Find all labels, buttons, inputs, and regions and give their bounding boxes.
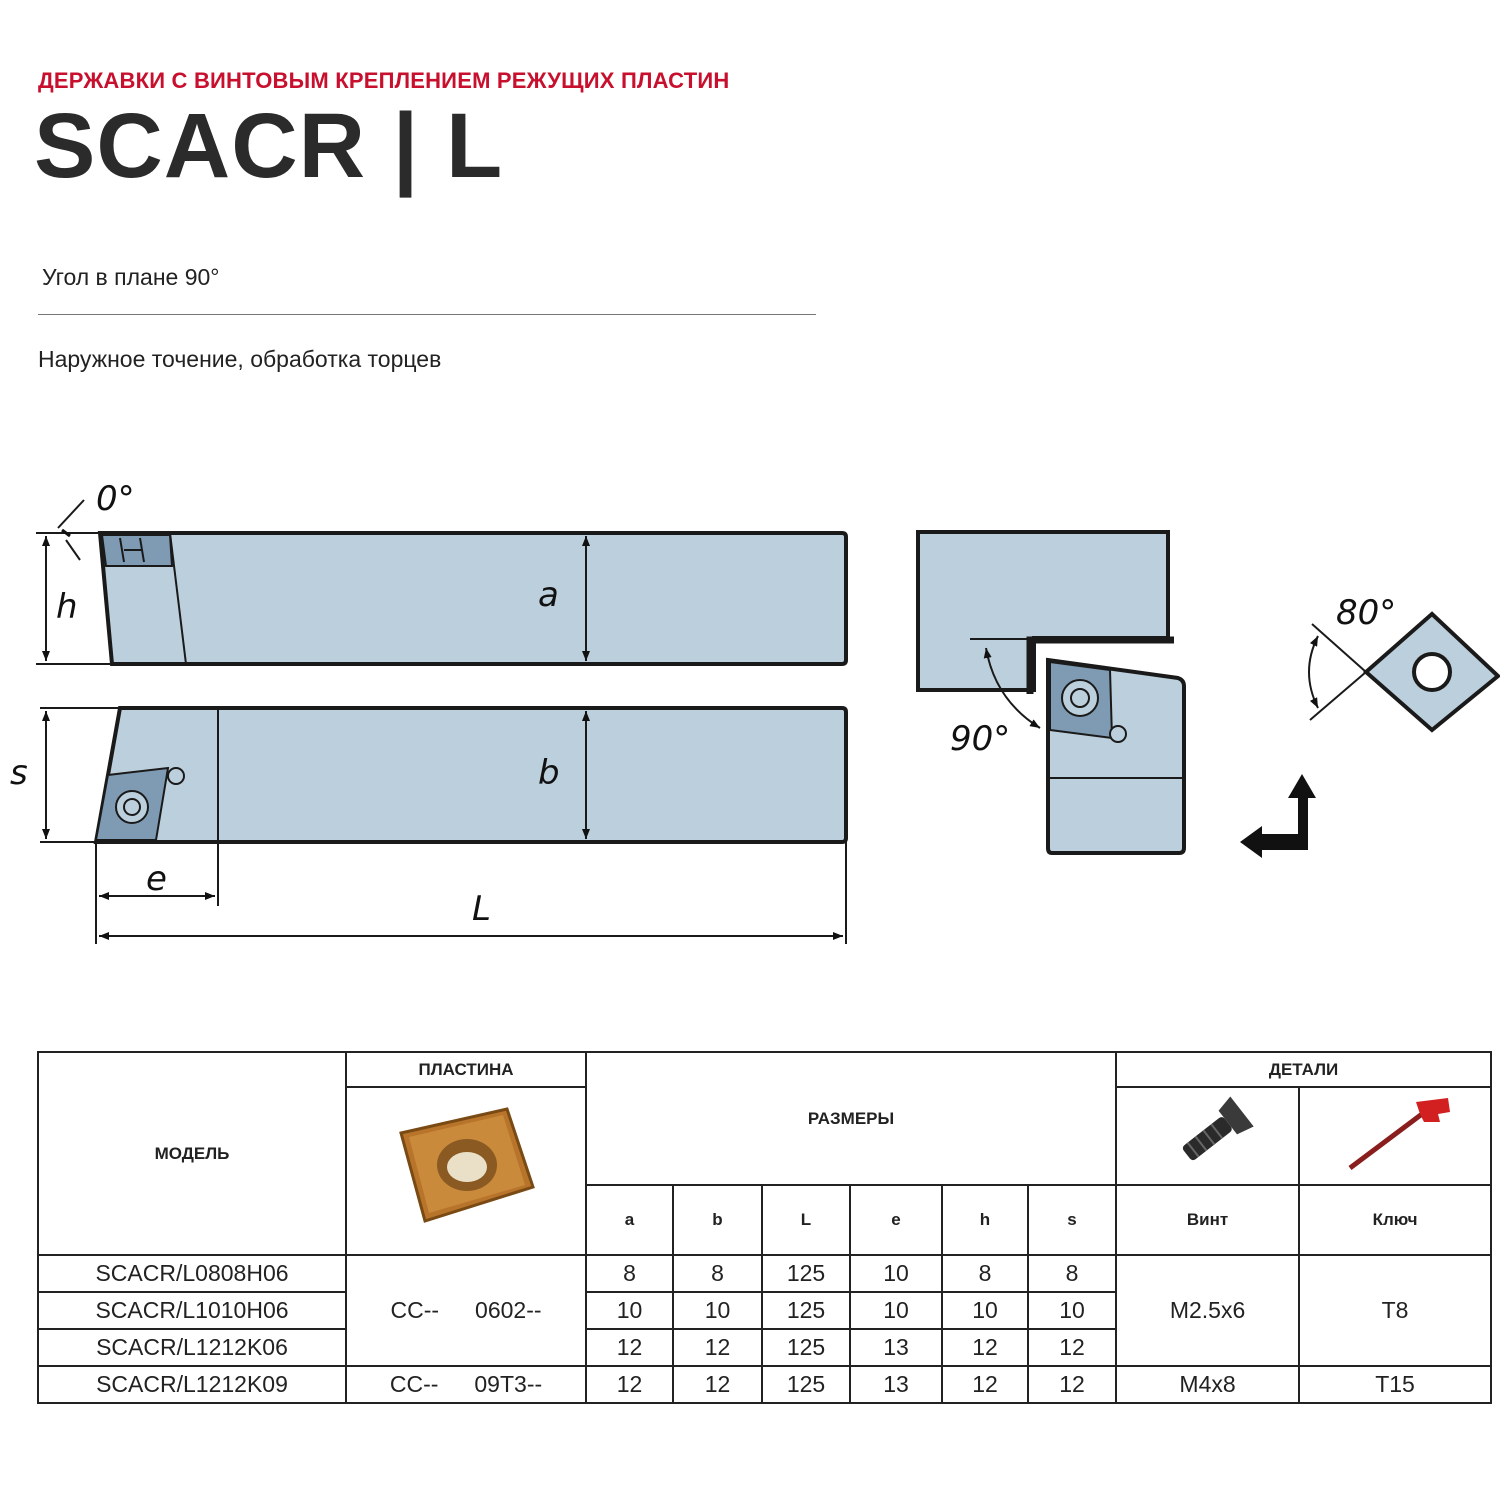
usage-text: Наружное точение, обработка торцев [38,346,442,372]
screw-image-cell [1116,1087,1299,1185]
insert-image-cell [346,1087,586,1255]
L-cell: 125 [762,1292,850,1329]
e-cell: 10 [850,1255,942,1292]
h-cell: 12 [942,1329,1028,1366]
e-cell: 13 [850,1329,942,1366]
top-view [96,708,846,842]
model-cell: SCACR/L1010H06 [38,1292,346,1329]
insert-icon [381,1093,551,1243]
b-cell: 8 [673,1255,762,1292]
screw-cell: M2.5x6 [1116,1255,1299,1366]
insert-size: 09T3-- [474,1371,543,1397]
divider [38,314,816,315]
header-insert: ПЛАСТИНА [346,1052,586,1087]
rake-angle-label: 0° [96,479,135,519]
feed-direction-icon [1240,774,1316,858]
a-cell: 12 [586,1366,673,1403]
h-cell: 12 [942,1366,1028,1403]
dim-e-label: e [146,859,167,899]
a-cell: 8 [586,1255,673,1292]
L-cell: 125 [762,1329,850,1366]
e-cell: 13 [850,1366,942,1403]
insert-code-cell [346,1366,586,1403]
model-cell: SCACR/L1212K09 [38,1366,346,1403]
insert-size: 0602-- [475,1297,542,1323]
approach-angle-text: Угол в плане 90° [42,264,220,290]
screw-cell: M4x8 [1116,1366,1299,1403]
operation-view [918,532,1184,853]
header-L: L [762,1185,850,1255]
header-screw: Винт [1116,1185,1299,1255]
s-cell: 10 [1028,1292,1116,1329]
screw-icon [1148,1088,1268,1178]
product-title: SCACR | L [34,95,504,197]
h-cell: 10 [942,1292,1028,1329]
model-cell: SCACR/L1212K06 [38,1329,346,1366]
h-cell: 8 [942,1255,1028,1292]
insert-code-cell [346,1255,586,1366]
dim-s-label: s [10,753,28,793]
section-subtitle: ДЕРЖАВКИ С ВИНТОВЫМ КРЕПЛЕНИЕМ РЕЖУЩИХ ПЛАСТИН [38,68,730,93]
torx-key-icon [1330,1088,1460,1178]
header-s: s [1028,1185,1116,1255]
s-cell: 8 [1028,1255,1116,1292]
s-cell: 12 [1028,1329,1116,1366]
header-e: e [850,1185,942,1255]
technical-drawing [0,470,1500,970]
dim-a-label: a [538,575,559,615]
insert-prefix: CC-- [390,1297,440,1323]
table-row [38,1255,1491,1292]
key-cell: T15 [1299,1366,1491,1403]
insert-prefix: CC-- [389,1371,439,1397]
model-cell: SCACR/L0808H06 [38,1255,346,1292]
header-dimensions: РАЗМЕРЫ [586,1052,1116,1185]
e-cell: 10 [850,1292,942,1329]
insert-angle-label: 80° [1336,593,1397,633]
s-cell: 12 [1028,1366,1116,1403]
dim-b-label: b [538,753,560,793]
b-cell: 10 [673,1292,762,1329]
side-view [100,533,846,664]
table-row [38,1366,1491,1403]
key-cell: T8 [1299,1255,1491,1366]
a-cell: 12 [586,1329,673,1366]
header-key: Ключ [1299,1185,1491,1255]
header-details: ДЕТАЛИ [1116,1052,1491,1087]
dim-h-label: h [56,587,78,627]
key-image-cell [1299,1087,1491,1185]
spec-table [37,1051,1492,1404]
a-cell: 10 [586,1292,673,1329]
b-cell: 12 [673,1366,762,1403]
b-cell: 12 [673,1329,762,1366]
L-cell: 125 [762,1255,850,1292]
header-model: МОДЕЛЬ [38,1052,346,1255]
header-h: h [942,1185,1028,1255]
dim-L-label: L [472,889,491,929]
header-a: a [586,1185,673,1255]
L-cell: 125 [762,1366,850,1403]
approach-angle-label: 90° [950,719,1011,759]
header-b: b [673,1185,762,1255]
